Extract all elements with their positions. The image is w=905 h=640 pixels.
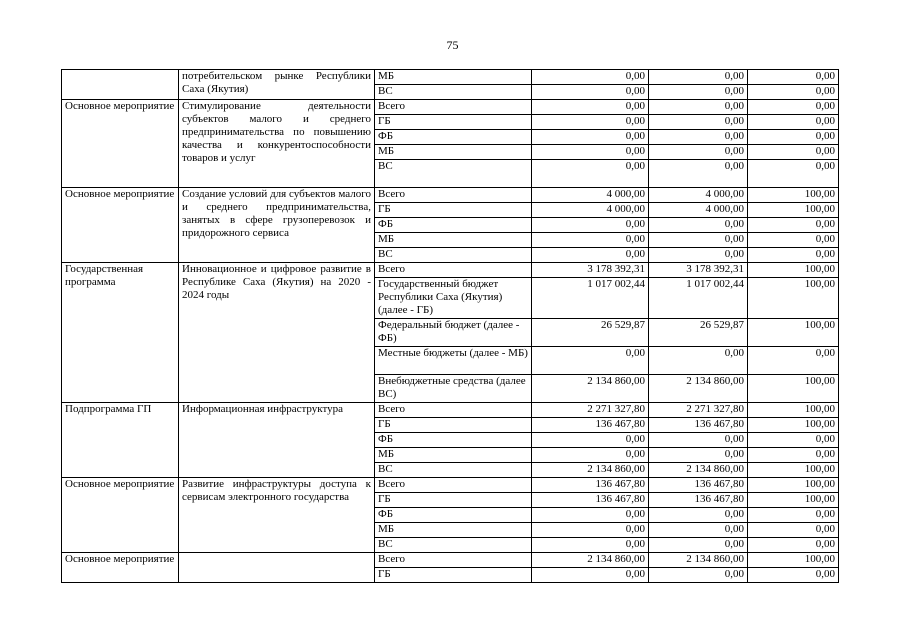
funding-source-cell: Всего [375, 263, 532, 278]
table-row [62, 478, 839, 493]
value-cell-v1: 0,00 [532, 115, 649, 130]
row-type-cell: Основное мероприятие [62, 188, 179, 263]
value-cell-v3: 100,00 [748, 463, 839, 478]
table-row [62, 70, 839, 85]
value-cell-v2: 0,00 [649, 160, 748, 188]
funding-source-cell: ВС [375, 160, 532, 188]
value-cell-v3: 0,00 [748, 508, 839, 523]
table-row [62, 188, 839, 203]
funding-source-cell: ГБ [375, 115, 532, 130]
funding-source-cell: ФБ [375, 433, 532, 448]
funding-source-cell: МБ [375, 448, 532, 463]
value-cell-v3: 0,00 [748, 233, 839, 248]
value-cell-v1: 0,00 [532, 130, 649, 145]
funding-source-cell: ВС [375, 463, 532, 478]
value-cell-v2: 0,00 [649, 508, 748, 523]
funding-source-cell: ФБ [375, 508, 532, 523]
row-name-cell: Развитие инфраструктуры доступа к сервисам электронного государства [179, 478, 375, 553]
value-cell-v1: 0,00 [532, 248, 649, 263]
value-cell-v1: 0,00 [532, 218, 649, 233]
funding-source-cell: Всего [375, 100, 532, 115]
value-cell-v2: 0,00 [649, 85, 748, 100]
funding-source-cell: ГБ [375, 203, 532, 218]
value-cell-v1: 136 467,80 [532, 418, 649, 433]
value-cell-v2: 0,00 [649, 130, 748, 145]
table-row [62, 263, 839, 278]
funding-source-cell: МБ [375, 70, 532, 85]
value-cell-v1: 0,00 [532, 233, 649, 248]
value-cell-v2: 0,00 [649, 115, 748, 130]
value-cell-v3: 0,00 [748, 70, 839, 85]
value-cell-v3: 0,00 [748, 538, 839, 553]
funding-source-cell: Всего [375, 478, 532, 493]
value-cell-v3: 0,00 [748, 347, 839, 375]
value-cell-v3: 0,00 [748, 160, 839, 188]
value-cell-v1: 2 134 860,00 [532, 463, 649, 478]
funding-source-cell: Внебюджетные средства (далее ВС) [375, 375, 532, 403]
row-name-cell: Информационная инфраструктура [179, 403, 375, 478]
row-name-cell: Стимулирование деятельности субъектов малого и среднего предпринимательства по повышению качества и конкурентоспособности товаров и услуг [179, 100, 375, 188]
value-cell-v1: 2 271 327,80 [532, 403, 649, 418]
value-cell-v2: 4 000,00 [649, 203, 748, 218]
value-cell-v2: 0,00 [649, 145, 748, 160]
value-cell-v3: 0,00 [748, 433, 839, 448]
funding-source-cell: Всего [375, 403, 532, 418]
value-cell-v3: 100,00 [748, 319, 839, 347]
row-type-cell: Основное мероприятие [62, 100, 179, 188]
value-cell-v2: 2 134 860,00 [649, 553, 748, 568]
page-number: 75 [446, 38, 459, 52]
funding-source-cell: ГБ [375, 568, 532, 583]
value-cell-v1: 0,00 [532, 448, 649, 463]
funding-source-cell: ВС [375, 85, 532, 100]
value-cell-v3: 0,00 [748, 115, 839, 130]
value-cell-v2: 3 178 392,31 [649, 263, 748, 278]
funding-source-cell: ВС [375, 248, 532, 263]
value-cell-v1: 2 134 860,00 [532, 375, 649, 403]
value-cell-v2: 0,00 [649, 448, 748, 463]
value-cell-v1: 2 134 860,00 [532, 553, 649, 568]
funding-source-cell: Всего [375, 553, 532, 568]
value-cell-v3: 0,00 [748, 248, 839, 263]
value-cell-v3: 0,00 [748, 100, 839, 115]
value-cell-v2: 0,00 [649, 347, 748, 375]
value-cell-v2: 0,00 [649, 218, 748, 233]
value-cell-v3: 100,00 [748, 418, 839, 433]
value-cell-v1: 4 000,00 [532, 188, 649, 203]
value-cell-v2: 0,00 [649, 233, 748, 248]
value-cell-v1: 0,00 [532, 523, 649, 538]
funding-source-cell: Федеральный бюджет (далее - ФБ) [375, 319, 532, 347]
row-type-cell: Основное мероприятие [62, 553, 179, 583]
value-cell-v1: 1 017 002,44 [532, 278, 649, 319]
row-name-cell: Создание условий для субъектов малого и среднего предпринимательства, занятых в сфере грузоперевозок и придорожного сервиса [179, 188, 375, 263]
value-cell-v2: 0,00 [649, 70, 748, 85]
row-type-cell: Государственная программа [62, 263, 179, 403]
value-cell-v2: 2 134 860,00 [649, 463, 748, 478]
value-cell-v1: 26 529,87 [532, 319, 649, 347]
budget-table-body [62, 70, 839, 583]
value-cell-v3: 100,00 [748, 188, 839, 203]
value-cell-v3: 100,00 [748, 263, 839, 278]
funding-source-cell: МБ [375, 145, 532, 160]
value-cell-v3: 0,00 [748, 130, 839, 145]
funding-source-cell: Местные бюджеты (далее - МБ) [375, 347, 532, 375]
value-cell-v3: 100,00 [748, 403, 839, 418]
row-name-cell: Инновационное и цифровое развитие в Республике Саха (Якутия) на 2020 - 2024 годы [179, 263, 375, 403]
table-row [62, 100, 839, 115]
value-cell-v2: 136 467,80 [649, 418, 748, 433]
value-cell-v1: 0,00 [532, 433, 649, 448]
value-cell-v3: 0,00 [748, 568, 839, 583]
value-cell-v3: 100,00 [748, 375, 839, 403]
value-cell-v2: 2 134 860,00 [649, 375, 748, 403]
value-cell-v2: 136 467,80 [649, 478, 748, 493]
value-cell-v3: 100,00 [748, 493, 839, 508]
value-cell-v1: 0,00 [532, 568, 649, 583]
value-cell-v1: 0,00 [532, 70, 649, 85]
value-cell-v1: 0,00 [532, 508, 649, 523]
value-cell-v3: 100,00 [748, 478, 839, 493]
value-cell-v1: 136 467,80 [532, 478, 649, 493]
value-cell-v2: 26 529,87 [649, 319, 748, 347]
funding-source-cell: Государственный бюджет Республики Саха (Якутия) (далее - ГБ) [375, 278, 532, 319]
funding-source-cell: ГБ [375, 418, 532, 433]
value-cell-v1: 0,00 [532, 347, 649, 375]
row-name-cell [179, 553, 375, 583]
value-cell-v3: 100,00 [748, 278, 839, 319]
value-cell-v1: 0,00 [532, 145, 649, 160]
value-cell-v2: 1 017 002,44 [649, 278, 748, 319]
table-row [62, 553, 839, 568]
row-type-cell [62, 70, 179, 100]
value-cell-v2: 0,00 [649, 538, 748, 553]
row-type-cell: Подпрограмма ГП [62, 403, 179, 478]
value-cell-v3: 0,00 [748, 523, 839, 538]
value-cell-v1: 0,00 [532, 538, 649, 553]
value-cell-v1: 0,00 [532, 85, 649, 100]
value-cell-v2: 2 271 327,80 [649, 403, 748, 418]
value-cell-v3: 0,00 [748, 145, 839, 160]
funding-source-cell: ФБ [375, 218, 532, 233]
funding-source-cell: МБ [375, 523, 532, 538]
value-cell-v2: 0,00 [649, 248, 748, 263]
row-type-cell: Основное мероприятие [62, 478, 179, 553]
value-cell-v3: 100,00 [748, 203, 839, 218]
value-cell-v1: 0,00 [532, 100, 649, 115]
value-cell-v3: 0,00 [748, 218, 839, 233]
value-cell-v2: 0,00 [649, 568, 748, 583]
funding-source-cell: МБ [375, 233, 532, 248]
table-row [62, 403, 839, 418]
value-cell-v2: 4 000,00 [649, 188, 748, 203]
funding-source-cell: Всего [375, 188, 532, 203]
value-cell-v1: 0,00 [532, 160, 649, 188]
funding-source-cell: ВС [375, 538, 532, 553]
value-cell-v1: 136 467,80 [532, 493, 649, 508]
value-cell-v1: 3 178 392,31 [532, 263, 649, 278]
value-cell-v2: 0,00 [649, 433, 748, 448]
value-cell-v2: 0,00 [649, 100, 748, 115]
value-cell-v2: 136 467,80 [649, 493, 748, 508]
value-cell-v1: 4 000,00 [532, 203, 649, 218]
funding-source-cell: ГБ [375, 493, 532, 508]
value-cell-v3: 0,00 [748, 85, 839, 100]
value-cell-v3: 100,00 [748, 553, 839, 568]
row-name-cell: потребительском рынке Республики Саха (Якутия) [179, 70, 375, 100]
value-cell-v2: 0,00 [649, 523, 748, 538]
funding-source-cell: ФБ [375, 130, 532, 145]
value-cell-v3: 0,00 [748, 448, 839, 463]
budget-table [61, 69, 839, 583]
